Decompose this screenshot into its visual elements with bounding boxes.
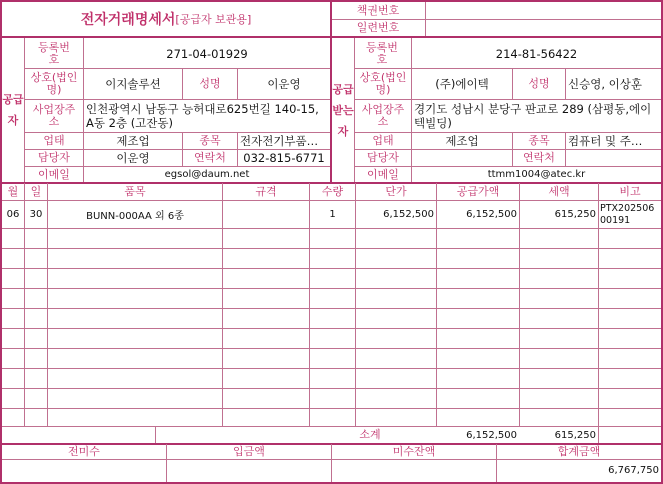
buyer-contact: [566, 150, 661, 166]
buyer-business-item-label: 종목: [528, 134, 550, 147]
row-spec: [223, 201, 309, 228]
supplier-business-type: 제조업: [116, 134, 150, 148]
buyer-name: 신승영, 이상훈: [568, 77, 642, 91]
total-label: 합계금액: [557, 445, 601, 458]
buyer-name-label: 성명: [528, 77, 550, 90]
row-tax: 615,250: [554, 209, 596, 220]
buyer-business-type-label: 업태: [372, 134, 394, 147]
row-supply-value: 6,152,500: [466, 209, 517, 220]
book-no-label: 책권번호: [356, 3, 400, 17]
supplier-business-item-label: 종목: [199, 134, 221, 147]
serial-no-value: [426, 19, 661, 36]
row-item: BUNN-000AA 외 6종: [86, 211, 184, 222]
buyer-company-label: 상호(법인명): [359, 71, 407, 96]
buyer-email: ttmm1004@atec.kr: [487, 169, 586, 180]
col-tax-header: 세액: [548, 185, 570, 198]
buyer-reg-no-label: 등록번호: [366, 40, 398, 66]
unpaid-label: 미수잔액: [392, 445, 436, 458]
serial-no-label: 일련번호: [356, 20, 400, 34]
supplier-email-label: 이메일: [38, 167, 70, 181]
book-no-value: [426, 2, 661, 19]
row-unit-price: 6,152,500: [383, 209, 434, 220]
title-text: 전자거래명세서: [80, 12, 176, 28]
buyer-email-label: 이메일: [367, 167, 399, 181]
row-qty: 1: [329, 209, 336, 220]
buyer-manager: [412, 150, 512, 166]
prev-balance-label: 전미수: [68, 445, 100, 458]
subtotal-tax: 615,250: [554, 429, 596, 441]
document-title: [2, 2, 330, 36]
buyer-reg-no: 214-81-56422: [495, 46, 578, 61]
subtotal-label: 소계: [359, 428, 381, 441]
supplier-email: egsol@daum.net: [164, 169, 250, 180]
supplier-company-label: 상호(법인명): [30, 71, 78, 96]
subtotal-supply-value: 6,152,500: [466, 429, 517, 441]
col-unit-price-header: 단가: [385, 185, 407, 198]
supplier-business-item: 전자전기부품…: [240, 134, 319, 148]
supplier-contact: 032-815-6771: [243, 151, 325, 165]
supplier-reg-no-label: 등록번호: [38, 40, 70, 66]
buyer-manager-label: 담당자: [367, 151, 399, 164]
total-value: 6,767,750: [608, 464, 659, 476]
unpaid-value: [332, 460, 496, 480]
buyer-business-type: 제조업: [445, 134, 479, 148]
prev-balance-value: [2, 460, 166, 480]
buyer-company: (주)에이텍: [435, 77, 489, 91]
payment-value: [167, 460, 331, 480]
supplier-address-label: 사업장주소: [32, 103, 76, 128]
col-qty-header: 수량: [321, 185, 344, 198]
col-supply-value-header: 공급가액: [456, 185, 500, 198]
supplier-company: 이지솔루션: [105, 77, 161, 91]
supplier-address: 인천광역시 남동구 능허대로625번길 140-15, A동 2층 (고잔동): [86, 102, 319, 130]
buyer-address: 경기도 성남시 분당구 판교로 289 (삼평동,에이텍빌딩): [414, 102, 652, 130]
col-remark-header: 비고: [619, 185, 641, 198]
row-remark: PTX20250600191: [600, 202, 655, 226]
row-month: 06: [6, 209, 20, 220]
row-day: 30: [29, 209, 43, 220]
supplier-reg-no: 271-04-01929: [166, 46, 248, 61]
supplier-business-type-label: 업태: [43, 134, 65, 147]
col-month-header: 월: [7, 185, 19, 198]
payment-label: 입금액: [233, 445, 265, 458]
buyer-contact-label: 연락처: [523, 151, 555, 164]
buyer-business-item: 컴퓨터 및 주…: [568, 134, 643, 148]
supplier-manager: 이운영: [116, 151, 150, 165]
col-item-header: 품목: [124, 185, 146, 198]
supplier-side-label: 공급자: [2, 93, 24, 127]
supplier-contact-label: 연락처: [194, 151, 226, 164]
supplier-name: 이운영: [267, 77, 301, 91]
supplier-name-label: 성명: [199, 77, 221, 90]
col-spec-header: 규격: [255, 185, 277, 198]
title-suffix: [공급자 보관용]: [175, 13, 252, 26]
buyer-side-label: 공급받는자: [332, 82, 354, 138]
supplier-manager-label: 담당자: [38, 151, 70, 164]
col-day-header: 일: [30, 185, 42, 198]
buyer-address-label: 사업장주소: [361, 103, 405, 128]
